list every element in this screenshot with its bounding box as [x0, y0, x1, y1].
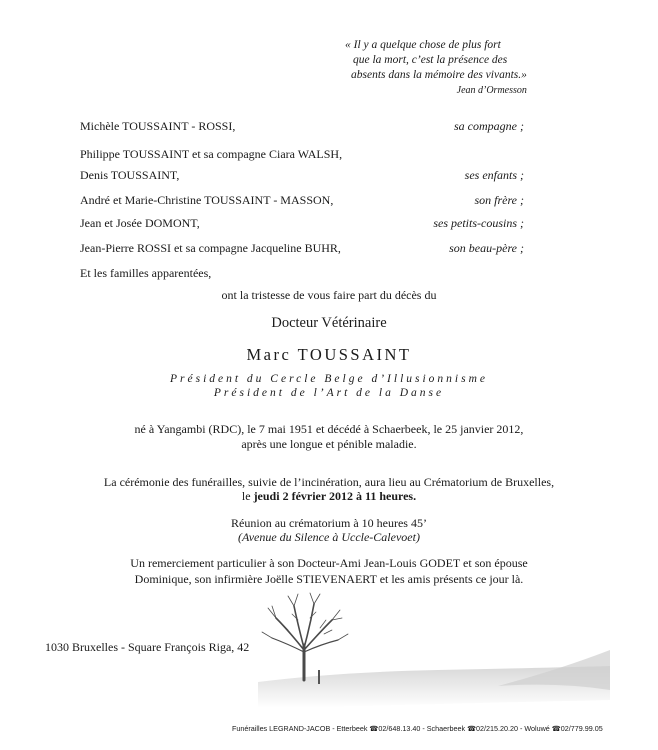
announcement-text: ont la tristesse de vous faire part du décès du: [221, 288, 437, 302]
ceremony-date: jeudi 2 février 2012 à 11 heures.: [253, 489, 417, 503]
deceased-name: Marc TOUSSAINT: [246, 345, 412, 364]
deceased-role-1: Président du Cercle Belge d’Illusionnisme: [169, 373, 489, 385]
family-row: [80, 118, 524, 134]
family-name: Philippe TOUSSAINT et sa compagne Ciara WALSH,: [80, 147, 343, 161]
quote-line-3: absents dans la mémoire des vivants.»: [351, 69, 527, 81]
family-relation: son frère ;: [474, 193, 524, 207]
funeral-home-footer: Funérailles LEGRAND-JACOB - Etterbeek ☎02/648.13.40 - Schaerbeek ☎02/215.20.20 - Woluwé ☎02/779.99.05: [232, 724, 603, 733]
quote-line-1: « Il y a quelque chose de plus fort: [345, 39, 501, 51]
thanks-line-1: Un remerciement particulier à son Docteur-Ami Jean-Louis GODET et son épouse: [130, 556, 528, 570]
quote-line-2: que la mort, c’est la présence des: [353, 54, 508, 66]
family-name: Michèle TOUSSAINT - ROSSI,: [80, 119, 236, 133]
thanks-line-2: Dominique, son infirmière Joëlle STIEVENAERT et les amis présents ce jour là.: [134, 572, 524, 586]
birth-death-line-1: né à Yangambi (RDC), le 7 mai 1951 et décédé à Schaerbeek, le 25 janvier 2012,: [134, 422, 524, 436]
family-relation: ses petits-cousins ;: [433, 216, 524, 230]
family-row: [80, 265, 524, 281]
family-name: Denis TOUSSAINT,: [80, 168, 180, 182]
family-relation: son beau-père ;: [449, 241, 524, 255]
family-row: [80, 192, 524, 208]
address: 1030 Bruxelles - Square François Riga, 42: [45, 640, 250, 654]
quote-author: Jean d’Ormesson: [456, 85, 527, 96]
meeting-line-2: (Avenue du Silence à Uccle-Calevoet): [238, 530, 420, 544]
ceremony-line-1: La cérémonie des funérailles, suivie de l’incinération, aura lieu au Crématorium de Bruxelles,: [103, 475, 555, 489]
family-name: Jean-Pierre ROSSI et sa compagne Jacqueline BUHR,: [80, 241, 341, 255]
ceremony-date-prefix: le: [241, 489, 254, 503]
family-row: [80, 167, 524, 183]
family-relation: sa compagne ;: [454, 119, 524, 133]
deceased-title: Docteur Vétérinaire: [271, 315, 387, 331]
family-row: [80, 215, 524, 231]
family-row: [80, 240, 524, 256]
ceremony-line-2: [0, 488, 658, 504]
bare-tree-snow-landscape-icon: [258, 590, 610, 710]
family-name: André et Marie-Christine TOUSSAINT - MASSON,: [80, 193, 334, 207]
family-name: Jean et Josée DOMONT,: [80, 216, 200, 230]
family-row: [80, 146, 524, 162]
family-name: Et les familles apparentées,: [80, 266, 212, 280]
birth-death-line-2: après une longue et pénible maladie.: [241, 437, 417, 451]
deceased-role-2: Président de l’Art de la Danse: [213, 387, 445, 399]
family-relation: ses enfants ;: [464, 168, 524, 182]
epigraph-quote: [345, 38, 527, 98]
tree-branches: [262, 593, 348, 680]
meeting-line-1: Réunion au crématorium à 10 heures 45’: [231, 516, 427, 530]
signpost: [318, 670, 320, 684]
